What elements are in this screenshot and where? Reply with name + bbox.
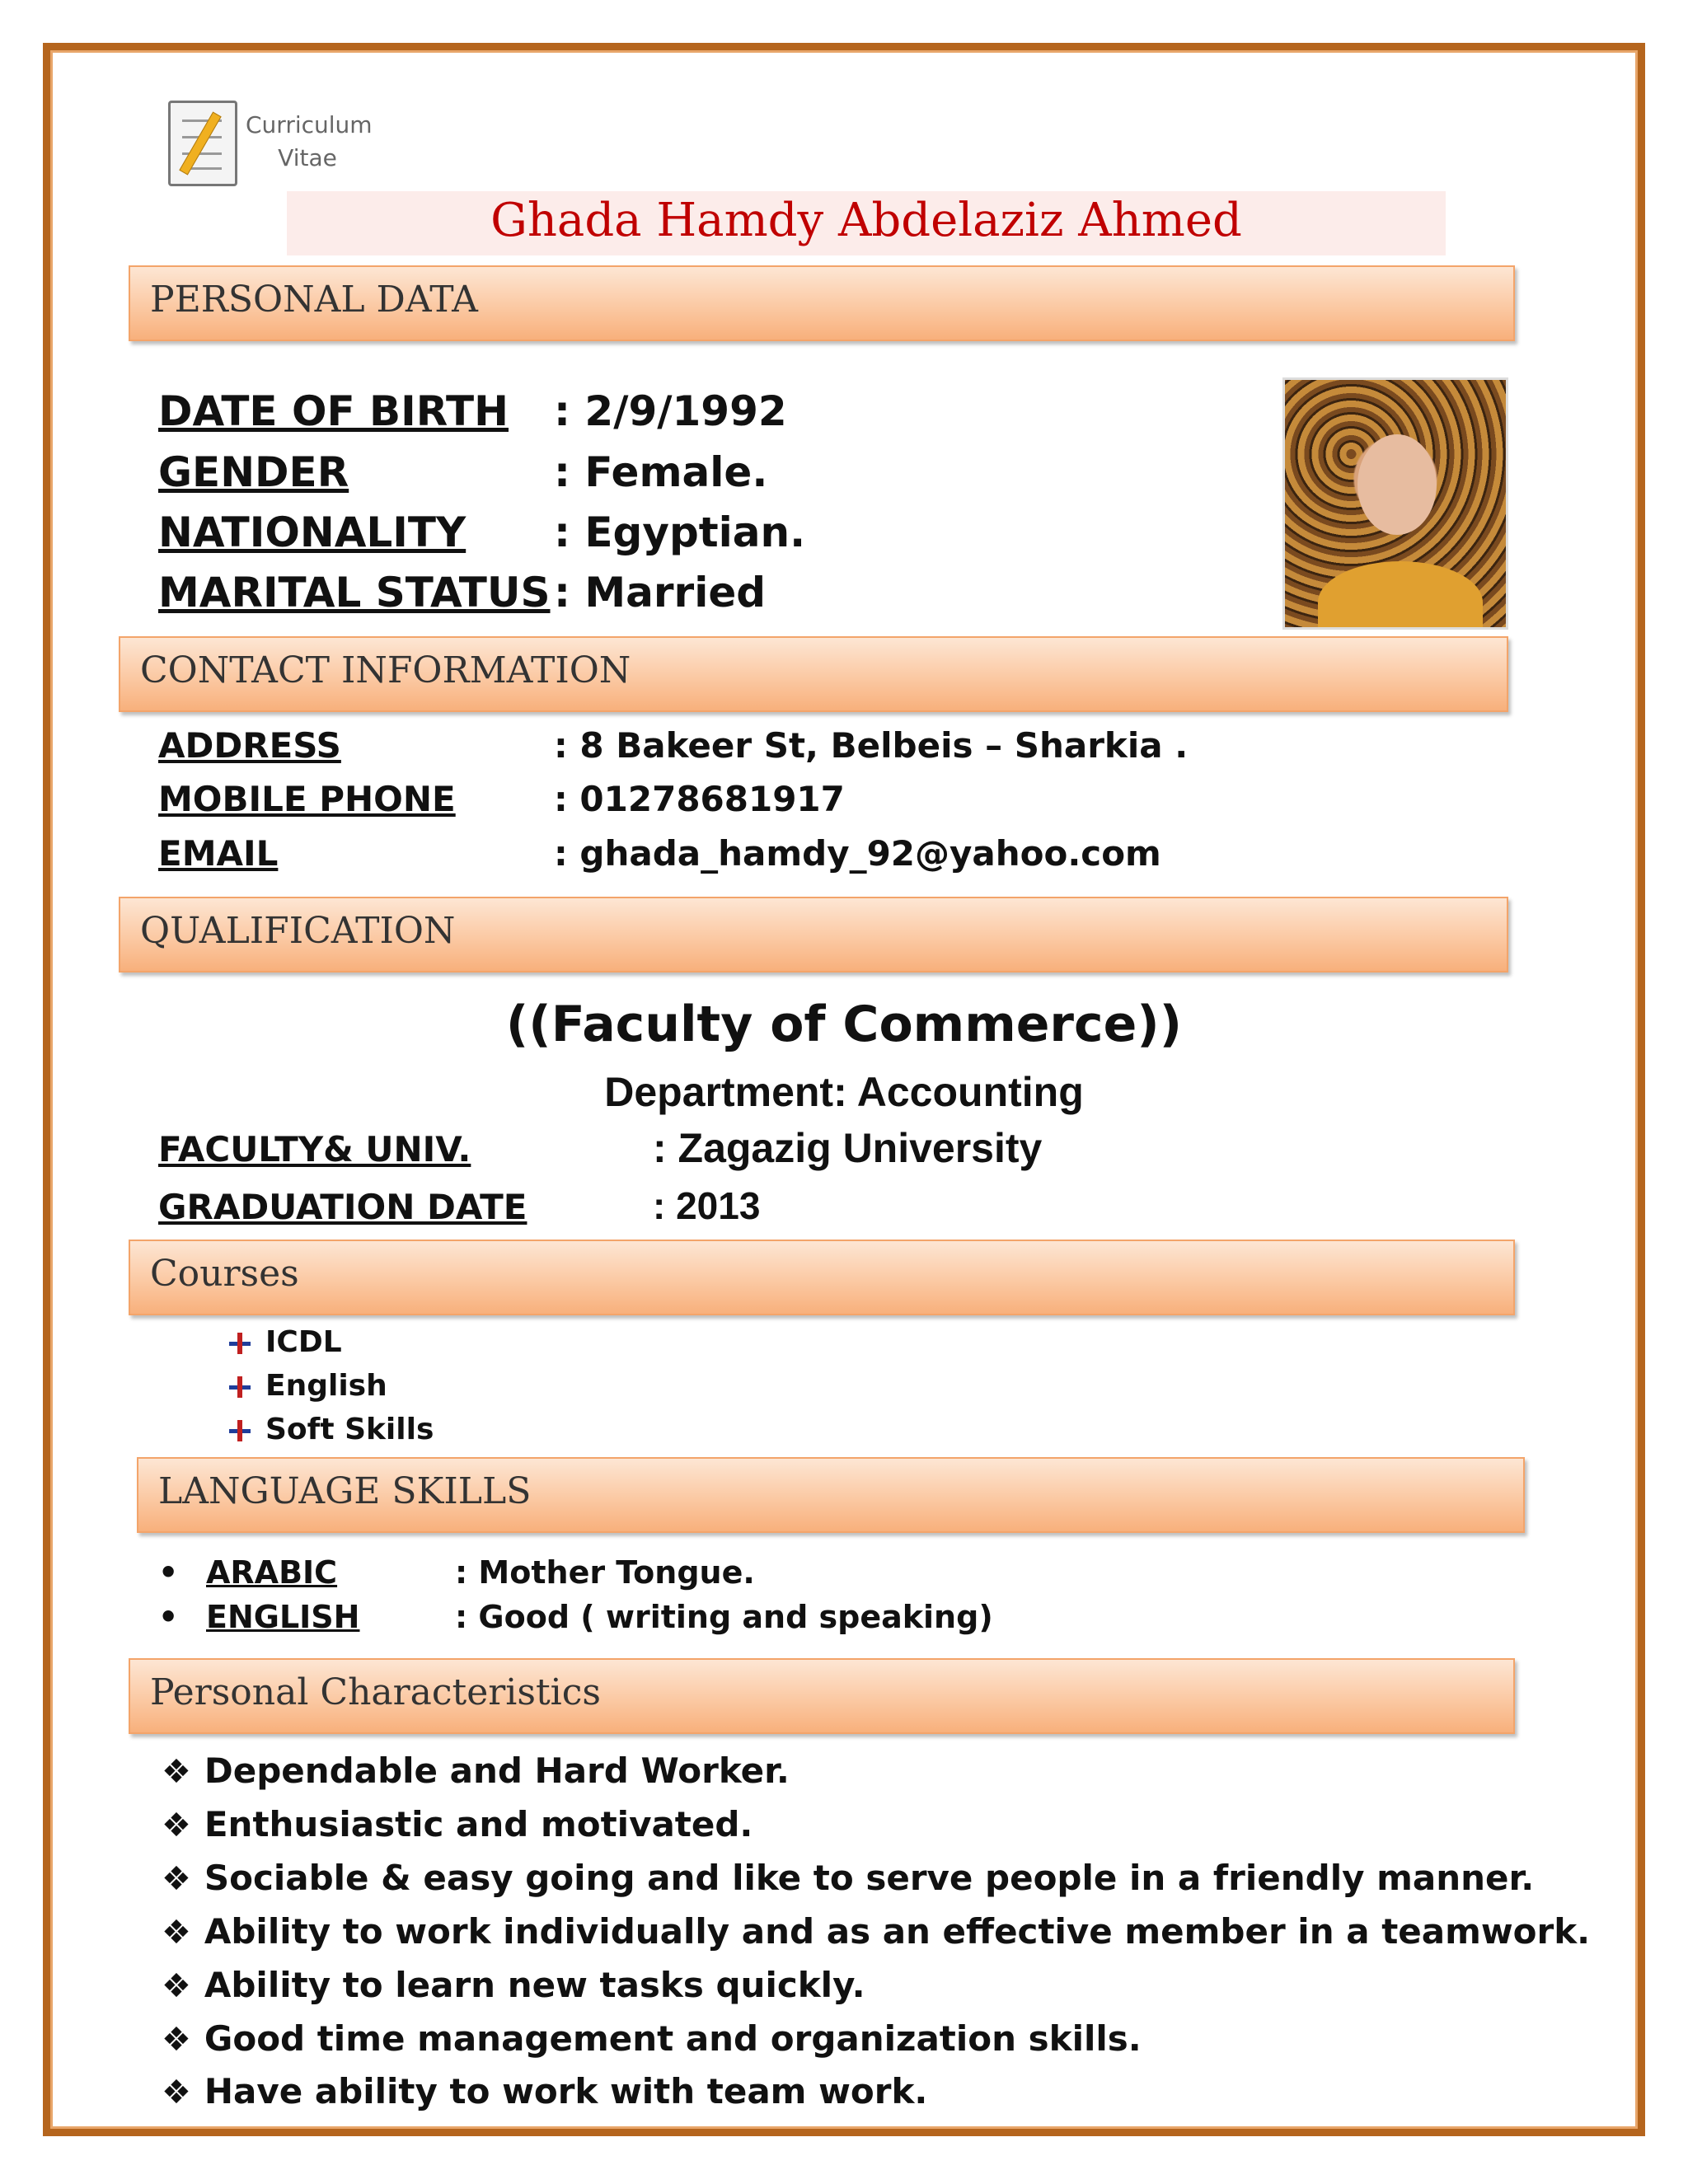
grad-value: : 2013 [653,1184,761,1227]
gender-label: GENDER [158,448,349,496]
marital-label: MARITAL STATUS [158,569,551,616]
diamond-bullet-icon: ❖ [162,1753,191,1791]
grad-label: GRADUATION DATE [158,1187,528,1227]
characteristic-item: ❖ Good time management and organization skills. [162,2018,1142,2059]
gender-value: : Female. [554,448,768,496]
dob-label: DATE OF BIRTH [158,387,509,435]
cv-logo [163,97,402,188]
mobile-label: MOBILE PHONE [158,779,456,819]
faculty-heading: ((Faculty of Commerce)) [505,996,1183,1053]
arrow-bullet-icon [229,1420,251,1441]
language-level: : Good ( writing and speaking) [455,1599,993,1635]
univ-label: FACULTY& UNIV. [158,1129,471,1169]
section-title: Personal Characteristics [150,1671,601,1713]
section-courses [129,1240,1515,1315]
section-language-skills [137,1457,1525,1533]
notepad-icon [168,101,237,186]
section-title: QUALIFICATION [140,910,456,952]
arrow-bullet-icon [229,1376,251,1398]
section-title: LANGUAGE SKILLS [158,1470,532,1512]
logo-line-2: Vitae [278,144,337,171]
section-qualification [119,897,1508,972]
diamond-bullet-icon: ❖ [162,1967,191,2005]
marital-value: : Married [554,569,767,616]
language-name: ARABIC [206,1554,338,1591]
univ-value: : Zagazig University [653,1125,1043,1171]
bullet-icon: • [158,1554,179,1591]
diamond-bullet-icon: ❖ [162,1860,191,1898]
section-personal-data [129,265,1515,341]
section-title: Courses [150,1253,299,1295]
arrow-bullet-icon [229,1333,251,1354]
email-label: EMAIL [158,833,279,874]
section-personal-characteristics [129,1658,1515,1734]
nationality-value: : Egyptian. [554,509,806,556]
department: Department: Accounting [604,1069,1084,1115]
section-title: PERSONAL DATA [150,279,478,321]
language-level: : Mother Tongue. [455,1554,755,1591]
characteristic-item: ❖ Dependable and Hard Worker. [162,1750,790,1791]
course-item: ICDL [229,1325,342,1359]
section-contact-information [119,636,1508,712]
email-value[interactable]: : ghada_hamdy_92@yahoo.com [554,833,1161,874]
dob-value: : 2/9/1992 [554,387,787,435]
characteristic-item: ❖ Enthusiastic and motivated. [162,1804,753,1844]
diamond-bullet-icon: ❖ [162,1914,191,1952]
mobile-value: : 01278681917 [554,779,845,819]
characteristic-item: ❖ Sociable & easy going and like to serve people in a friendly manner. [162,1858,1535,1898]
course-item: English [229,1369,387,1403]
characteristic-item: ❖ Ability to work individually and as an effective member in a teamwork. [162,1911,1591,1952]
nationality-label: NATIONALITY [158,509,467,556]
course-item: Soft Skills [229,1413,434,1446]
profile-photo [1282,377,1508,630]
characteristic-item: ❖ Have ability to work with team work. [162,2071,928,2111]
characteristic-item: ❖ Ability to learn new tasks quickly. [162,1965,865,2005]
address-value: : 8 Bakeer St, Belbeis – Sharkia . [554,725,1189,766]
diamond-bullet-icon: ❖ [162,1807,191,1844]
address-label: ADDRESS [158,725,341,766]
diamond-bullet-icon: ❖ [162,2074,191,2111]
language-name: ENGLISH [206,1599,360,1635]
section-title: CONTACT INFORMATION [140,649,631,691]
candidate-name: Ghada Hamdy Abdelaziz Ahmed [490,194,1242,247]
bullet-icon: • [158,1599,179,1635]
diamond-bullet-icon: ❖ [162,2021,191,2059]
logo-line-1: Curriculum [246,111,373,138]
